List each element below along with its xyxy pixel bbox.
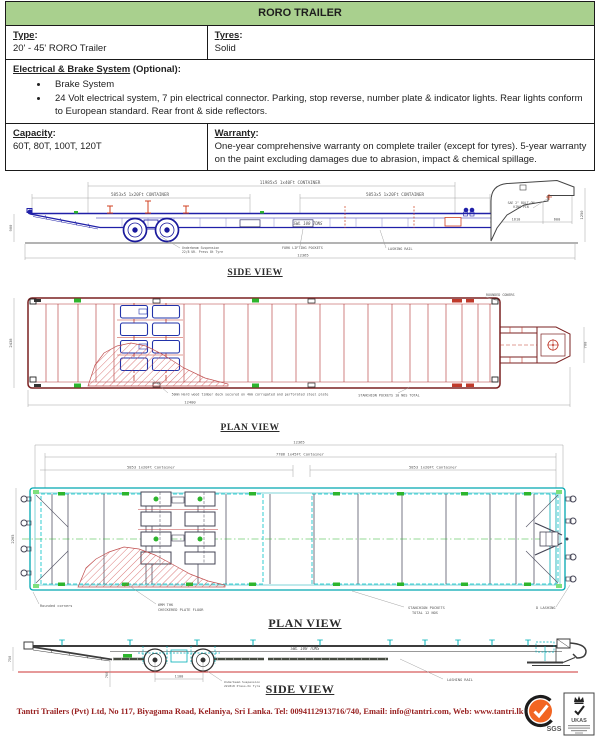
- d3-d-lashing-label: D LASHING: [536, 606, 556, 610]
- ukas-certification-logo: [563, 692, 595, 738]
- d4-rear-coupling: [527, 639, 586, 666]
- side-view-bottom-caption: SIDE VIEW: [265, 682, 335, 696]
- row-capacity-warranty: [6, 124, 594, 170]
- d1-suspension-note-1: Underbeam Suspension: [182, 246, 220, 250]
- side-view-top-caption: SIDE VIEW: [227, 268, 283, 278]
- plan-view-bottom-drawing: [0, 435, 600, 620]
- side-view-top-drawing: [0, 170, 600, 272]
- d3-dim-overall: 12365: [293, 439, 305, 445]
- type-label: Type:: [13, 30, 38, 42]
- capacity-label: Capacity:: [13, 127, 56, 139]
- d4-dim-height-front: 750: [8, 655, 12, 663]
- d1-kingpin-label-1: SAE 2" BOLT-ON: [507, 201, 535, 205]
- row-electrical: [6, 60, 594, 123]
- d1-dim-height-rear: 1250: [579, 210, 584, 220]
- d4-swl-marking: SWL 100 TONS: [290, 645, 320, 651]
- d3-dim-20ft-left: 5853 1x20Ft Container: [126, 464, 176, 470]
- d4-suspension-note-1: Underbeam Suspension: [224, 680, 261, 684]
- plan-view-bottom-caption: PLAN VIEW: [268, 616, 342, 630]
- d1-dim-height-front: 900: [8, 224, 13, 232]
- d1-dim-40ft: 11985x5 1x40Ft CONTAINER: [259, 180, 321, 185]
- ukas-label: UKAS: [571, 718, 587, 724]
- type-value: 20' - 45' RORO Trailer: [13, 43, 107, 55]
- type-cell: [6, 26, 208, 59]
- d3-dim-width: 2265: [10, 534, 15, 544]
- d1-dim-kingpin: 600: [553, 217, 561, 222]
- tyres-value: Solid: [214, 43, 236, 55]
- warranty-cell: [208, 124, 594, 170]
- electrical-bullets: [13, 78, 587, 118]
- d3-dim-20ft-right: 5853 1x20Ft Container: [408, 464, 458, 470]
- d1-dim-20ft-left: 5853x5 1x20Ft CONTAINER: [111, 192, 169, 197]
- d1-kingpin-label-2: KING PIN: [513, 205, 529, 209]
- d2-dim-width: 2438: [8, 338, 13, 348]
- d4-stanchion-tees: [59, 640, 531, 646]
- d1-lashing-rail-label: LASHING RAIL: [388, 247, 413, 251]
- d2-dim-drawbar: 700: [582, 341, 588, 349]
- tyres-cell: [208, 26, 594, 59]
- d3-floor-label-2: CHECKERED PLATE FLOOR: [158, 608, 204, 612]
- warranty-label: Warranty:: [214, 127, 259, 139]
- electrical-label: Electrical & Brake System (Optional):: [13, 64, 181, 76]
- d1-dim-overall: 12365: [297, 252, 309, 258]
- d1-gooseneck: [491, 181, 574, 242]
- bullet-electrical-system: • 24 Volt electrical system, 7 pin electrical connector. Parking, stop reverse, number plate & indicator lights. Rear lights conform to European standard. Rear front & side reflectors.: [49, 92, 587, 118]
- d4-lashing-rail-label: LASHING RAIL: [447, 678, 473, 682]
- sgs-orange-disc: [529, 700, 552, 723]
- d4-dim-axle: 1100: [174, 674, 184, 679]
- plan-view-top-caption: PLAN VIEW: [220, 423, 280, 433]
- d4-dim-height-deck: 760: [105, 671, 109, 679]
- d2-dim-overall: 12400: [184, 399, 196, 405]
- d1-dim-20ft-right: 5853x5 1x20Ft CONTAINER: [366, 192, 424, 197]
- doc-title-text: RORO TRAILER: [258, 7, 342, 19]
- capacity-value: 60T, 80T, 100T, 120T: [13, 140, 102, 152]
- tyres-label: Tyres:: [214, 30, 243, 42]
- electrical-cell: [6, 60, 594, 122]
- d1-suspension-note-2: 22/8 UR. Press 8t Tyre: [182, 250, 223, 254]
- d1-swl-marking: SWL 100 TONS: [293, 221, 323, 226]
- d1-dim-neck: 1610: [511, 217, 521, 222]
- d3-dim-45ft: 7786 1x45Ft Container: [275, 451, 325, 457]
- d2-rounded-corners-label: ROUNDED CONERS: [486, 293, 515, 297]
- spec-table: [5, 1, 595, 171]
- capacity-cell: [6, 124, 208, 170]
- d3-rounded-corners-label: Rounded corners: [40, 604, 73, 608]
- d4-leader-lines: [207, 659, 443, 681]
- doc-title: [6, 2, 594, 26]
- d1-leader-lines: [160, 199, 547, 248]
- d2-drawbar: [500, 327, 570, 363]
- sgs-certification-logo: [521, 694, 563, 736]
- d1-trailer-body: [27, 208, 491, 229]
- bullet-brake-system: • Brake System: [49, 78, 587, 91]
- d4-wheels: [144, 649, 214, 671]
- d3-stanchion-label-1: STANCHION POCKETS: [408, 606, 445, 610]
- company-footer: Tantri Trailers (Pvt) Ltd, No 117, Biyagama Road, Kelaniya, Sri Lanka. Tel: 0094112913716/740, Email: info@tantri.com, Web: www.tantri.lk: [16, 707, 524, 716]
- d1-fork-pockets-label: FORK LIFTING POCKETS: [282, 246, 323, 250]
- d1-wheels: [124, 219, 179, 242]
- row-type-tyres: [6, 26, 594, 60]
- d3-stanchion-label-2: TOTAL 12 NOS: [412, 611, 438, 615]
- d3-floor-label-1: 6MM THK: [158, 603, 174, 607]
- d2-stanchion-label: STANCHION POCKETS 10 NOS TOTAL: [358, 393, 420, 398]
- sgs-label: SGS: [546, 726, 562, 733]
- warranty-value: One-year comprehensive warranty on complete trailer (except for tyres). 5-year warranty on the paint excluding damages due to abrasion, impact & chemical spillage.: [214, 140, 587, 166]
- plan-view-top-drawing: [0, 283, 600, 433]
- d4-suspension-note-2: 22x8x8 Press-On Tyre: [224, 684, 261, 688]
- d2-timber-deck-label: 50mm Hard wood timber deck secured on 4mm corrugated and perforated steel plate: [171, 392, 329, 397]
